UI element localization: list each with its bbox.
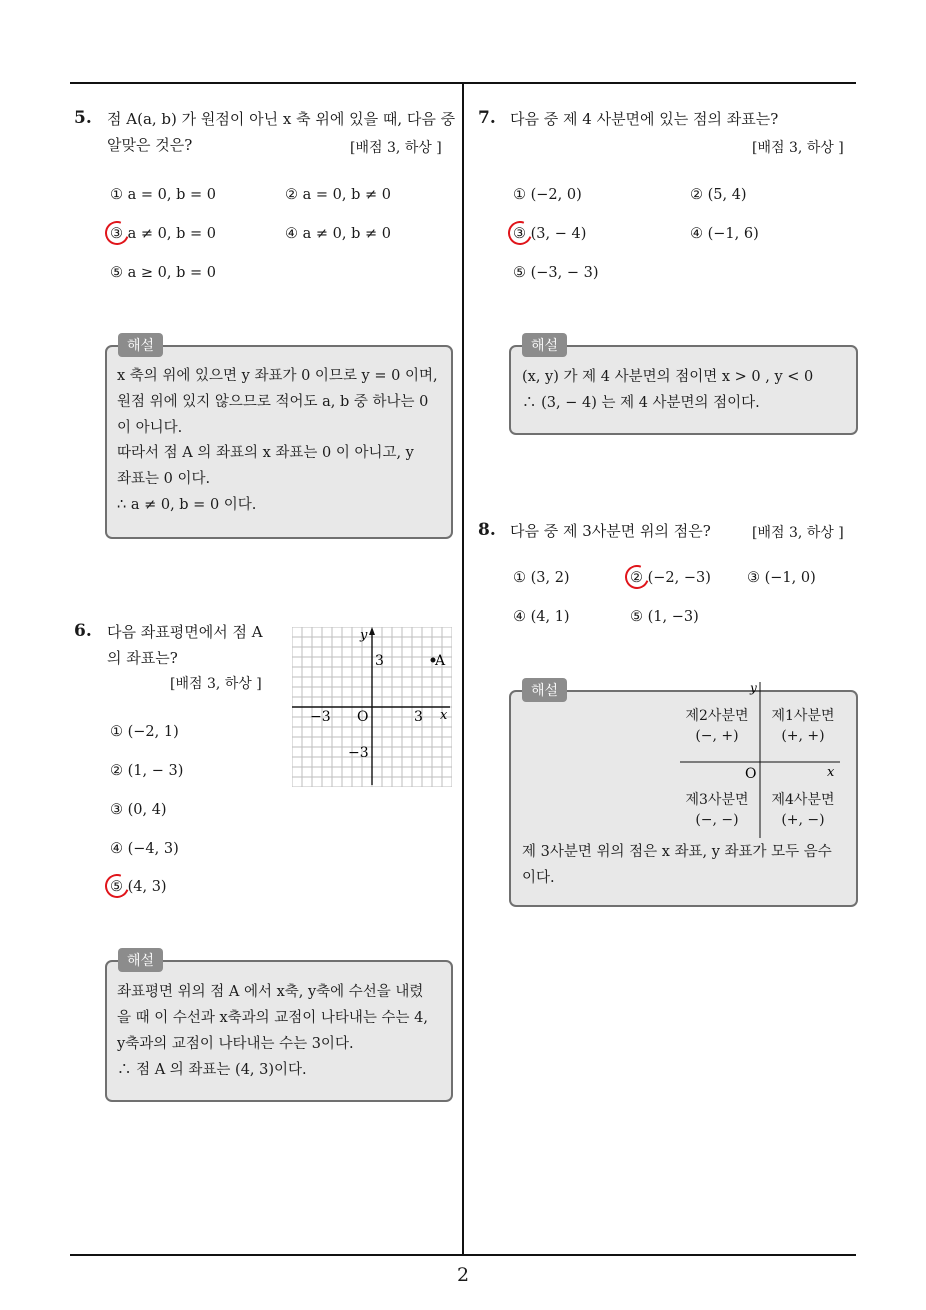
q5-number: 5. <box>74 108 92 128</box>
q5-explain-line5: 좌표는 0 이다. <box>117 471 211 487</box>
q8-score: [배점 3, 하상 ] <box>752 525 844 541</box>
q8-explain-line1: 제 3사분면 위의 점은 x 좌표, y 좌표가 모두 음수 <box>522 844 832 860</box>
q8-explain-line2: 이다. <box>522 870 555 886</box>
q7-option-2[interactable]: ② (5, 4) <box>690 187 747 203</box>
q6-grid-y-tick-neg3: −3 <box>348 745 369 761</box>
answer-circle-mark <box>101 870 133 902</box>
q6-explain-line1: 좌표평면 위의 점 A 에서 x축, y축에 수선을 내렸 <box>117 984 424 1000</box>
q6-score: [배점 3, 하상 ] <box>170 676 262 692</box>
q8-option-1[interactable]: ① (3, 2) <box>513 570 570 586</box>
q5-explanation-tag: 해설 <box>118 333 163 357</box>
q5-option-1[interactable]: ① a = 0, b = 0 <box>110 187 216 203</box>
q6-text-line2: 의 좌표는? <box>107 649 178 667</box>
q6-explain-line3: y축과의 교점이 나타내는 수는 3이다. <box>117 1036 354 1052</box>
bottom-rule <box>70 1254 856 1256</box>
column-divider <box>462 82 464 1256</box>
q6-grid-x-tick-neg3: −3 <box>310 709 331 725</box>
q8-quadrant-4-name: 제4사분면 <box>771 792 835 808</box>
q7-option-5[interactable]: ⑤ (−3, − 3) <box>513 265 599 281</box>
q6-grid-x-label: x <box>440 708 448 723</box>
q8-option-3[interactable]: ③ (−1, 0) <box>747 570 816 586</box>
q8-option-4[interactable]: ④ (4, 1) <box>513 609 570 625</box>
q8-quadrant-4-sign: (+, −) <box>781 812 825 828</box>
q7-number: 7. <box>478 108 496 128</box>
q6-option-5[interactable]: ⑤ (4, 3) <box>110 879 167 895</box>
q5-text-line1: 점 A(a, b) 가 원점이 아닌 x 축 위에 있을 때, 다음 중 <box>107 110 456 128</box>
q8-quadrant-3-name: 제3사분면 <box>685 792 749 808</box>
q5-option-5[interactable]: ⑤ a ≥ 0, b = 0 <box>110 265 216 281</box>
q7-explain-line2: ∴ (3, − 4) 는 제 4 사분면의 점이다. <box>522 395 760 411</box>
q6-grid-y-label: y <box>360 628 368 643</box>
q7-explain-line1: (x, y) 가 제 4 사분면의 점이면 x > 0 , y < 0 <box>522 369 814 385</box>
answer-circle-mark <box>101 217 133 249</box>
q8-number: 8. <box>478 520 496 540</box>
q8-quadrant-3-sign: (−, −) <box>695 812 739 828</box>
q6-option-1[interactable]: ① (−2, 1) <box>110 724 179 740</box>
q7-explanation-tag: 해설 <box>522 333 567 357</box>
q8-option-2[interactable]: ② (−2, −3) <box>630 570 711 586</box>
q5-explain-line3: 이 아니다. <box>117 420 183 436</box>
page-number: 2 <box>456 1264 470 1286</box>
answer-circle-mark <box>504 217 536 249</box>
q6-point-a-label: A <box>435 653 446 669</box>
q5-option-4[interactable]: ④ a ≠ 0, b ≠ 0 <box>285 226 391 242</box>
q5-explain-line1: x 축의 위에 있으면 y 좌표가 0 이므로 y = 0 이며, <box>117 368 438 384</box>
q6-grid-y-tick-3: 3 <box>375 653 384 669</box>
q8-option-5[interactable]: ⑤ (1, −3) <box>630 609 699 625</box>
q6-grid-x-tick-3: 3 <box>414 709 423 725</box>
q6-grid-origin: O <box>357 709 369 725</box>
q5-explain-line6: ∴ a ≠ 0, b = 0 이다. <box>117 497 257 513</box>
q6-explanation-tag: 해설 <box>118 948 163 972</box>
q8-quadrant-2-name: 제2사분면 <box>685 708 749 724</box>
q8-x-label: x <box>827 765 835 780</box>
q7-option-4[interactable]: ④ (−1, 6) <box>690 226 759 242</box>
q6-text-line1: 다음 좌표평면에서 점 A <box>107 623 263 641</box>
q8-quadrant-1-name: 제1사분면 <box>771 708 835 724</box>
q6-number: 6. <box>74 621 92 641</box>
q8-quadrant-2-sign: (−, +) <box>695 728 739 744</box>
q8-y-label: y <box>750 681 757 695</box>
q5-option-2[interactable]: ② a = 0, b ≠ 0 <box>285 187 391 203</box>
q5-score: [배점 3, 하상 ] <box>350 140 442 156</box>
q7-score: [배점 3, 하상 ] <box>752 140 844 156</box>
q7-option-1[interactable]: ① (−2, 0) <box>513 187 582 203</box>
q5-option-3[interactable]: ③ a ≠ 0, b = 0 <box>110 226 216 242</box>
q6-explain-line2: 을 때 이 수선과 x축과의 교점이 나타내는 수는 4, <box>117 1010 429 1026</box>
q6-option-3[interactable]: ③ (0, 4) <box>110 802 167 818</box>
q8-text-line1: 다음 중 제 3사분면 위의 점은? <box>510 522 711 540</box>
q6-option-2[interactable]: ② (1, − 3) <box>110 763 184 779</box>
answer-circle-mark <box>621 561 653 593</box>
q7-text-line1: 다음 중 제 4 사분면에 있는 점의 좌표는? <box>510 110 779 128</box>
q8-origin: O <box>745 766 757 782</box>
q5-explain-line4: 따라서 점 A 의 좌표의 x 좌표는 0 이 아니고, y <box>117 445 414 461</box>
q5-text-line2: 알맞은 것은? <box>107 136 193 154</box>
q6-option-4[interactable]: ④ (−4, 3) <box>110 841 179 857</box>
q7-option-3[interactable]: ③ (3, − 4) <box>513 226 587 242</box>
q6-coordinate-grid <box>292 627 452 787</box>
q8-explanation-tag: 해설 <box>522 678 567 702</box>
q8-quadrant-1-sign: (+, +) <box>781 728 825 744</box>
q6-explain-line4: ∴ 점 A 의 좌표는 (4, 3)이다. <box>117 1062 307 1078</box>
q5-explain-line2: 원점 위에 있지 않으므로 적어도 a, b 중 하나는 0 <box>117 394 429 410</box>
